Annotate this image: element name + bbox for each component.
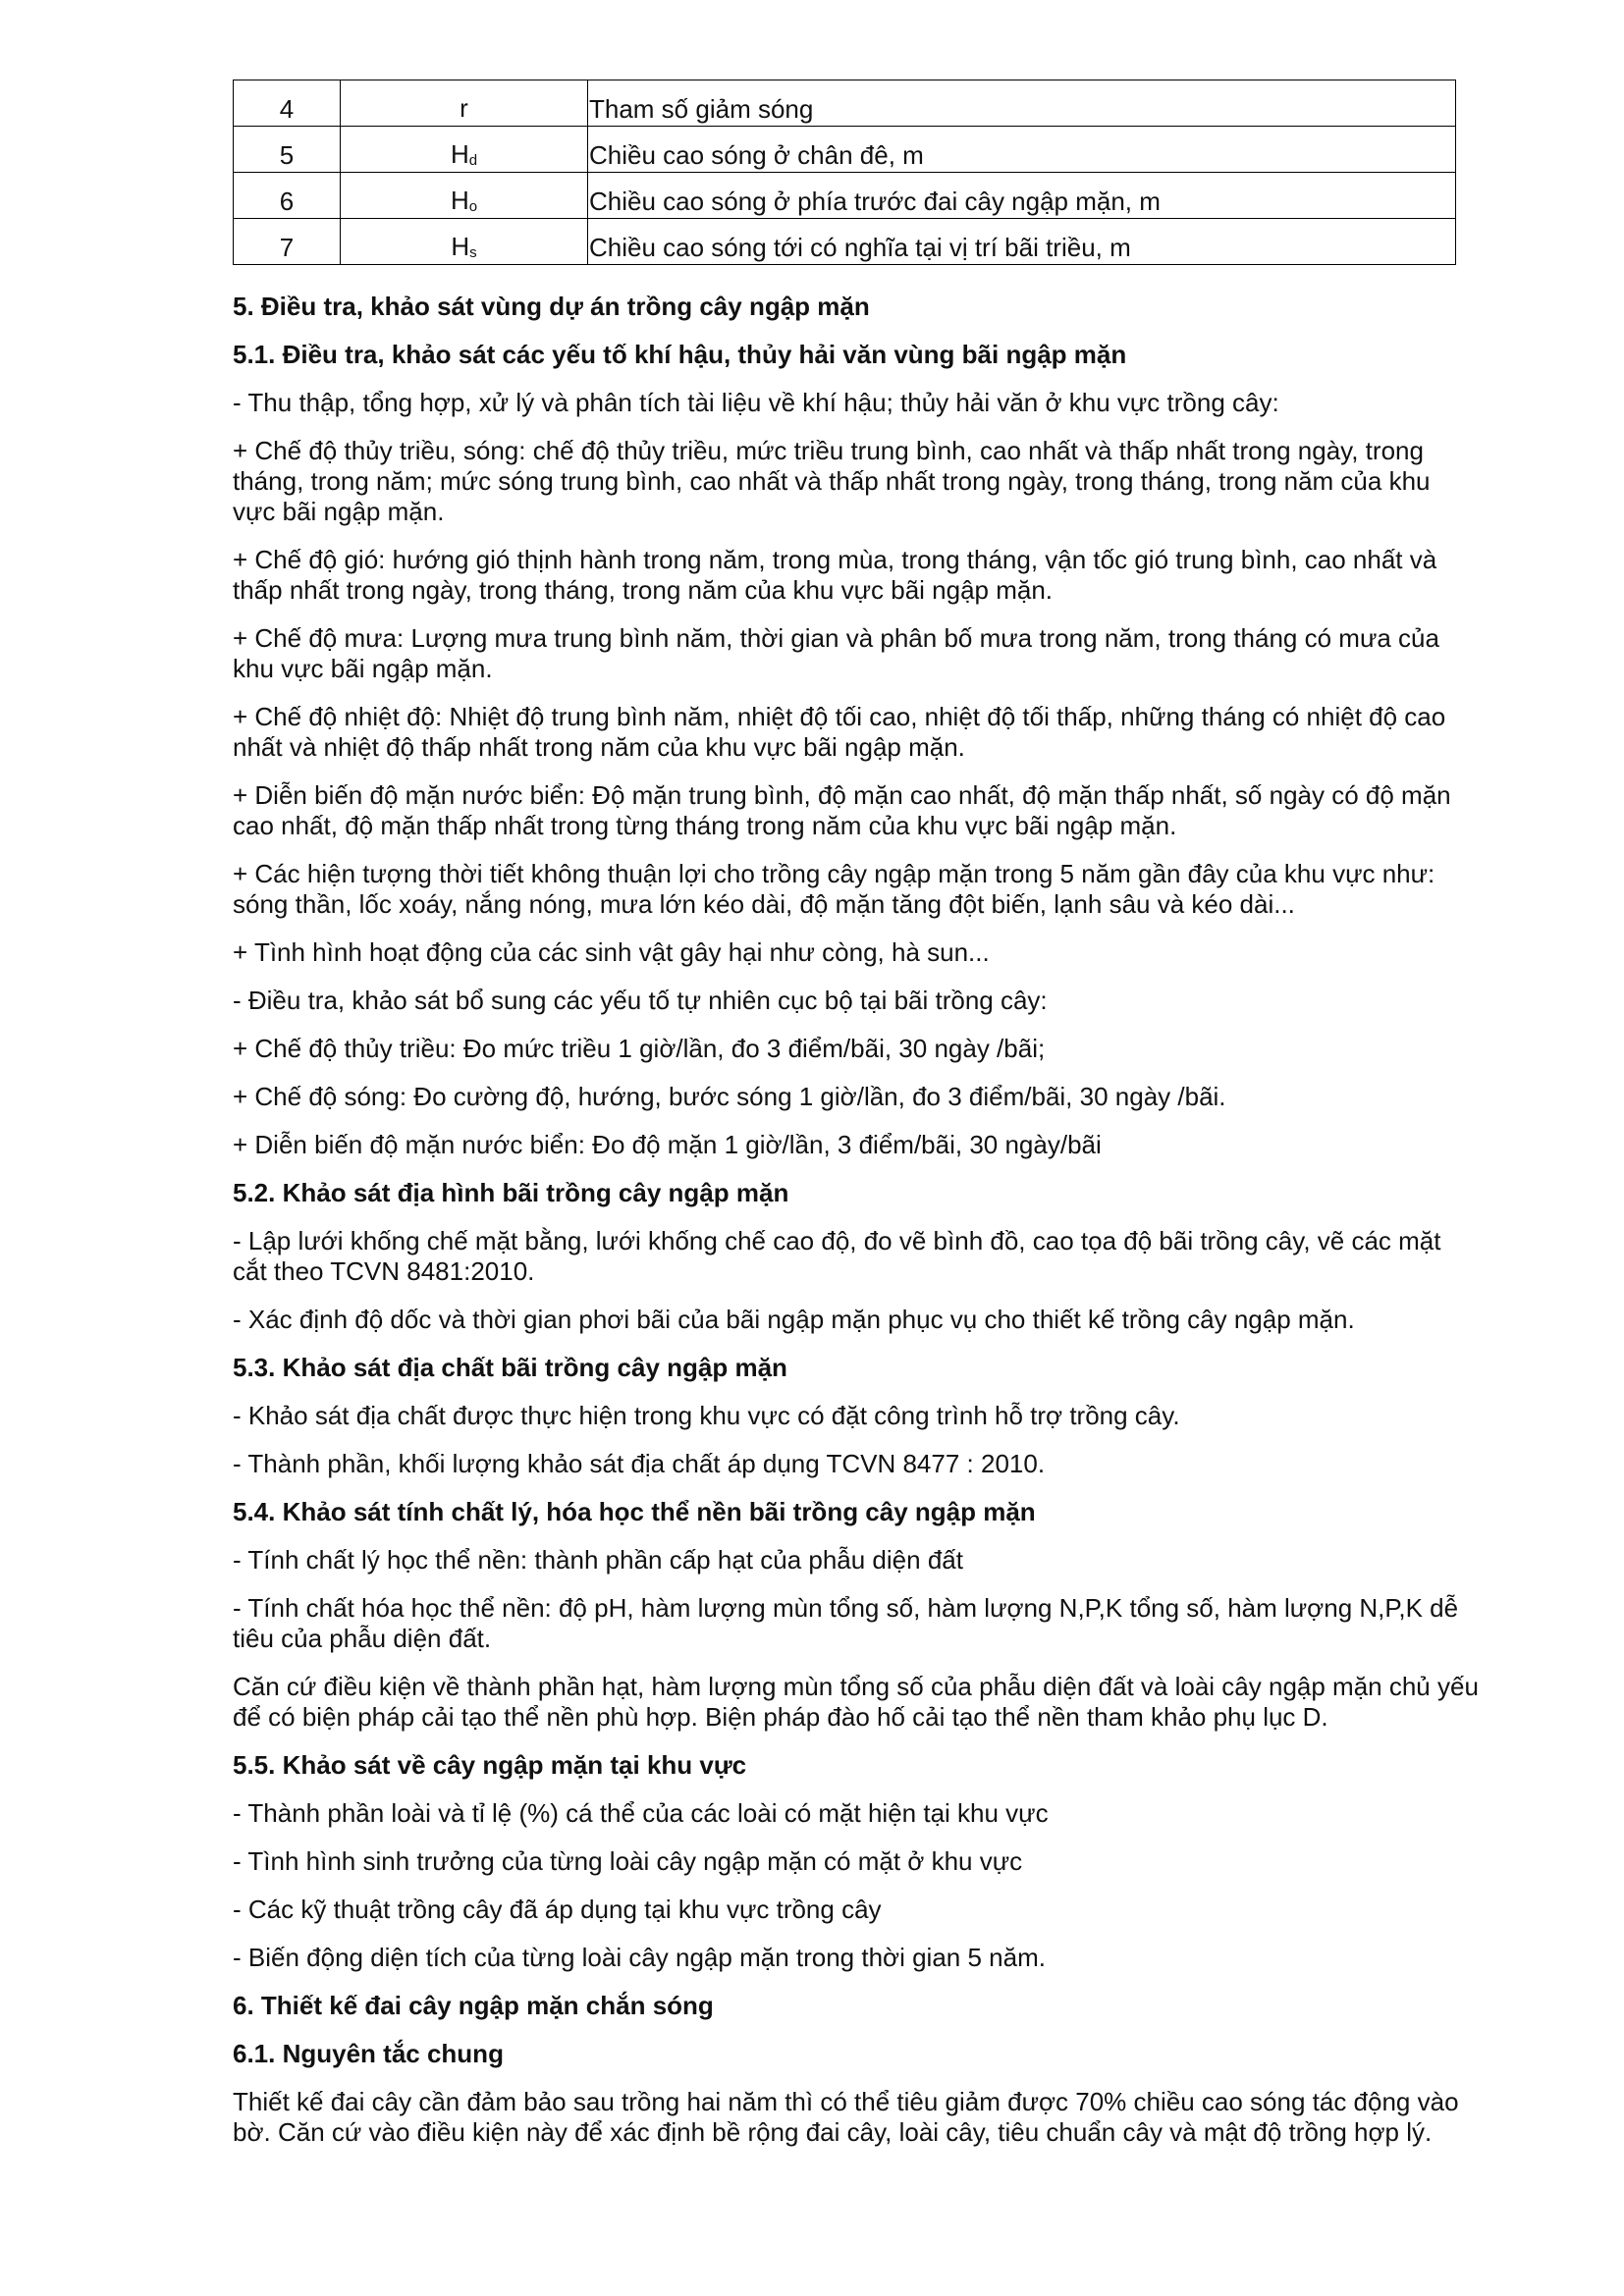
paragraph: - Xác định độ dốc và thời gian phơi bãi của bãi ngập mặn phục vụ cho thiết kế trồng cây ngập mặn. — [233, 1305, 1355, 1334]
paragraph: - Tình hình sinh trưởng của từng loài cây ngập mặn có mặt ở khu vực — [233, 1846, 1023, 1876]
paragraph: - Thành phần loài và tỉ lệ (%) cá thể của các loài có mặt hiện tại khu vực — [233, 1798, 1049, 1828]
table-row — [234, 219, 1456, 265]
row-symbol — [341, 80, 588, 127]
row-symbol — [341, 127, 588, 173]
section-heading: 6. Thiết kế đai cây ngập mặn chắn sóng — [233, 1991, 714, 2020]
symbol-text: H — [450, 139, 469, 169]
paragraph: - Khảo sát địa chất được thực hiện trong khu vực có đặt công trình hỗ trợ trồng cây. — [233, 1401, 1180, 1430]
symbol-text: H — [450, 186, 469, 215]
row-description: Chiều cao sóng tới có nghĩa tại vị trí bãi triều, m — [588, 219, 1456, 265]
paragraph: + Chế độ gió: hướng gió thịnh hành trong năm, trong mùa, trong tháng, vận tốc gió trung bình, cao nhất và thấp nhất trong ngày, trong tháng, trong năm của khu vực bãi ngập mặn. — [233, 545, 1437, 605]
paragraph: - Thành phần, khối lượng khảo sát địa chất áp dụng TCVN 8477 : 2010. — [233, 1449, 1046, 1478]
symbol-text: H — [451, 232, 470, 261]
paragraph: + Các hiện tượng thời tiết không thuận lợi cho trồng cây ngập mặn trong 5 năm gần đây của khu vực như: sóng thần, lốc xoáy, nắng nóng, mưa lớn kéo dài, độ mặn tăng đột biến, lạnh sâu và kéo dài... — [233, 859, 1435, 919]
paragraph: Căn cứ điều kiện về thành phần hạt, hàm lượng mùn tổng số của phẫu diện đất và loài cây ngập mặn chủ yếu để có biện pháp cải tạo thể nền phù hợp. Biện pháp đào hố cải tạo thể nền tham khảo phụ lục D. — [233, 1672, 1479, 1732]
subsection-heading: 5.2. Khảo sát địa hình bãi trồng cây ngập mặn — [233, 1178, 789, 1207]
subsection-heading: 5.4. Khảo sát tính chất lý, hóa học thể nền bãi trồng cây ngập mặn — [233, 1497, 1036, 1526]
parameter-table — [233, 80, 1456, 265]
subsection-heading: 5.5. Khảo sát về cây ngập mặn tại khu vực — [233, 1750, 747, 1780]
paragraph: - Biến động diện tích của từng loài cây ngập mặn trong thời gian 5 năm. — [233, 1943, 1046, 1972]
row-description: Tham số giảm sóng — [588, 80, 1456, 127]
paragraph: + Chế độ thủy triều: Đo mức triều 1 giờ/lần, đo 3 điểm/bãi, 30 ngày /bãi; — [233, 1034, 1046, 1063]
paragraph: + Chế độ nhiệt độ: Nhiệt độ trung bình năm, nhiệt độ tối cao, nhiệt độ tối thấp, những tháng có nhiệt độ cao nhất và nhiệt độ thấp nhất trong năm của khu vực bãi ngập mặn. — [233, 702, 1446, 762]
row-number: 5 — [234, 127, 341, 173]
symbol-subscript: d — [468, 152, 478, 169]
row-description: Chiều cao sóng ở chân đê, m — [588, 127, 1456, 173]
subsection-heading: 5.1. Điều tra, khảo sát các yếu tố khí hậu, thủy hải văn vùng bãi ngập mặn — [233, 340, 1127, 369]
paragraph: + Diễn biến độ mặn nước biển: Độ mặn trung bình, độ mặn cao nhất, độ mặn thấp nhất, số ngày có độ mặn cao nhất, độ mặn thấp nhất trong từng tháng trong năm của khu vực bãi ngập mặn. — [233, 780, 1451, 840]
symbol-subscript: o — [468, 198, 478, 215]
row-description: Chiều cao sóng ở phía trước đai cây ngập mặn, m — [588, 173, 1456, 219]
row-number: 4 — [234, 80, 341, 127]
paragraph: - Tính chất hóa học thể nền: độ pH, hàm lượng mùn tổng số, hàm lượng N,P,K tổng số, hàm lượng N,P,K dễ tiêu của phẫu diện đất. — [233, 1593, 1459, 1653]
row-symbol — [341, 173, 588, 219]
row-symbol — [341, 219, 588, 265]
symbol-text: r — [460, 93, 468, 123]
section-heading: 5. Điều tra, khảo sát vùng dự án trồng cây ngập mặn — [233, 292, 870, 321]
paragraph: - Lập lưới khống chế mặt bằng, lưới khống chế cao độ, đo vẽ bình đồ, cao tọa độ bãi trồng cây, vẽ các mặt cắt theo TCVN 8481:2010. — [233, 1226, 1441, 1286]
paragraph: + Chế độ sóng: Đo cường độ, hướng, bước sóng 1 giờ/lần, đo 3 điểm/bãi, 30 ngày /bãi. — [233, 1082, 1226, 1111]
paragraph: + Chế độ thủy triều, sóng: chế độ thủy triều, mức triều trung bình, cao nhất và thấp nhất trong ngày, trong tháng, trong năm; mức sóng trung bình, cao nhất và thấp nhất trong ngày, trong tháng, trong năm của khu vực bãi ngập mặn. — [233, 436, 1431, 526]
subsection-heading: 5.3. Khảo sát địa chất bãi trồng cây ngập mặn — [233, 1353, 787, 1382]
table-row — [234, 173, 1456, 219]
paragraph: - Các kỹ thuật trồng cây đã áp dụng tại khu vực trồng cây — [233, 1895, 882, 1924]
table-row — [234, 127, 1456, 173]
paragraph: + Chế độ mưa: Lượng mưa trung bình năm, thời gian và phân bố mưa trong năm, trong tháng có mưa của khu vực bãi ngập mặn. — [233, 623, 1439, 683]
row-number: 7 — [234, 219, 341, 265]
paragraph: Thiết kế đai cây cần đảm bảo sau trồng hai năm thì có thể tiêu giảm được 70% chiều cao sóng tác động vào bờ. Căn cứ vào điều kiện này để xác định bề rộng đai cây, loài cây, tiêu chuẩn cây và mật độ trồng hợp lý. — [233, 2087, 1459, 2147]
symbol-subscript: s — [469, 244, 477, 261]
subsection-heading: 6.1. Nguyên tắc chung — [233, 2039, 504, 2068]
paragraph: - Điều tra, khảo sát bổ sung các yếu tố tự nhiên cục bộ tại bãi trồng cây: — [233, 986, 1048, 1015]
paragraph: - Tính chất lý học thể nền: thành phần cấp hạt của phẫu diện đất — [233, 1545, 963, 1575]
document-body — [233, 292, 1480, 2165]
paragraph: + Diễn biến độ mặn nước biển: Đo độ mặn 1 giờ/lần, 3 điểm/bãi, 30 ngày/bãi — [233, 1130, 1102, 1159]
paragraph: - Thu thập, tổng hợp, xử lý và phân tích tài liệu về khí hậu; thủy hải văn ở khu vực trồng cây: — [233, 388, 1279, 417]
paragraph: + Tình hình hoạt động của các sinh vật gây hại như còng, hà sun... — [233, 937, 990, 967]
table-row — [234, 80, 1456, 127]
row-number: 6 — [234, 173, 341, 219]
